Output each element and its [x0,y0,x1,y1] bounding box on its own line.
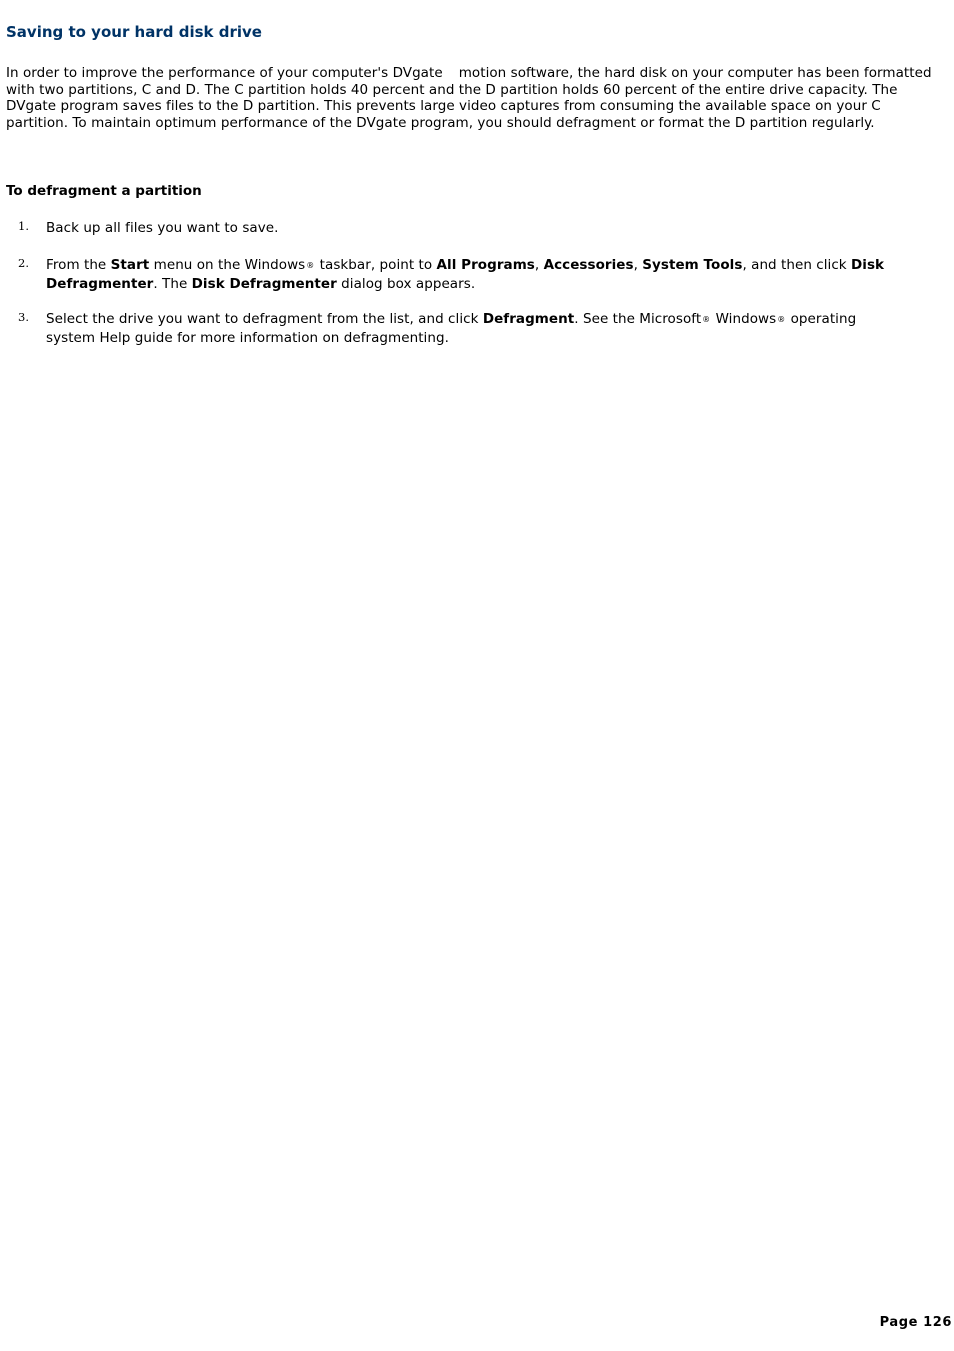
registered-mark: ® [777,315,786,324]
step-text: Back up all files you want to save. [46,220,279,236]
menu-name-disk-defragmenter: Disk Defragmenter [46,257,885,292]
step-number: 2. [18,256,29,270]
step-text-segment: dialog box appears. [336,276,476,292]
menu-name-start: Start [110,257,150,273]
step-text-segment: Windows [711,311,777,327]
page-title: Saving to your hard disk drive [6,23,262,41]
page-number-footer [880,1314,952,1332]
step-text-segment: Select the drive you want to defragment from the list, and click [46,311,483,327]
intro-text-part2: motion software, the hard disk on your computer has been formatted with two partitions, C and D. The C partition holds 40 percent and the D partition holds 60 percent of the entire drive capacity. The DVgate program saves files to the D partition. This prevents large video captures from consuming the available space on your C partition. To maintain optimum performance of the DVgate program, you should defragment or format the D partition regularly. [6,65,932,131]
intro-text-part1: In order to improve the performance of your computer's DVgate [6,65,443,81]
page-label: Page [879,1315,919,1330]
step-number: 3. [18,310,29,324]
registered-mark: ® [306,261,315,270]
menu-name-accessories: Accessories [543,257,634,273]
registered-mark: ® [702,315,711,324]
step-text-segment: , and then click [742,257,852,273]
step-text [46,310,896,347]
menu-name-system-tools: System Tools [642,257,743,273]
step-text [46,256,896,293]
menu-name-all-programs: All Programs [436,257,535,273]
procedure-heading: To defragment a partition [6,183,202,199]
step-text-segment: From the [46,257,111,273]
page-number: 126 [923,1315,952,1330]
step-text-segment: taskbar, point to [315,257,437,273]
step-number: 1. [18,219,29,233]
step-text-segment: . See the Microsoft [574,311,702,327]
step-text-segment: , [534,257,544,273]
step-text-segment: , [633,257,643,273]
step-text-segment: operating system Help guide for more information on defragmenting. [46,311,857,346]
dialog-name-disk-defragmenter: Disk Defragmenter [191,276,337,292]
step-text-segment: menu on the Windows [149,257,306,273]
step-text-segment: . The [153,276,192,292]
intro-paragraph [6,65,946,131]
button-name-defragment: Defragment [482,311,575,327]
